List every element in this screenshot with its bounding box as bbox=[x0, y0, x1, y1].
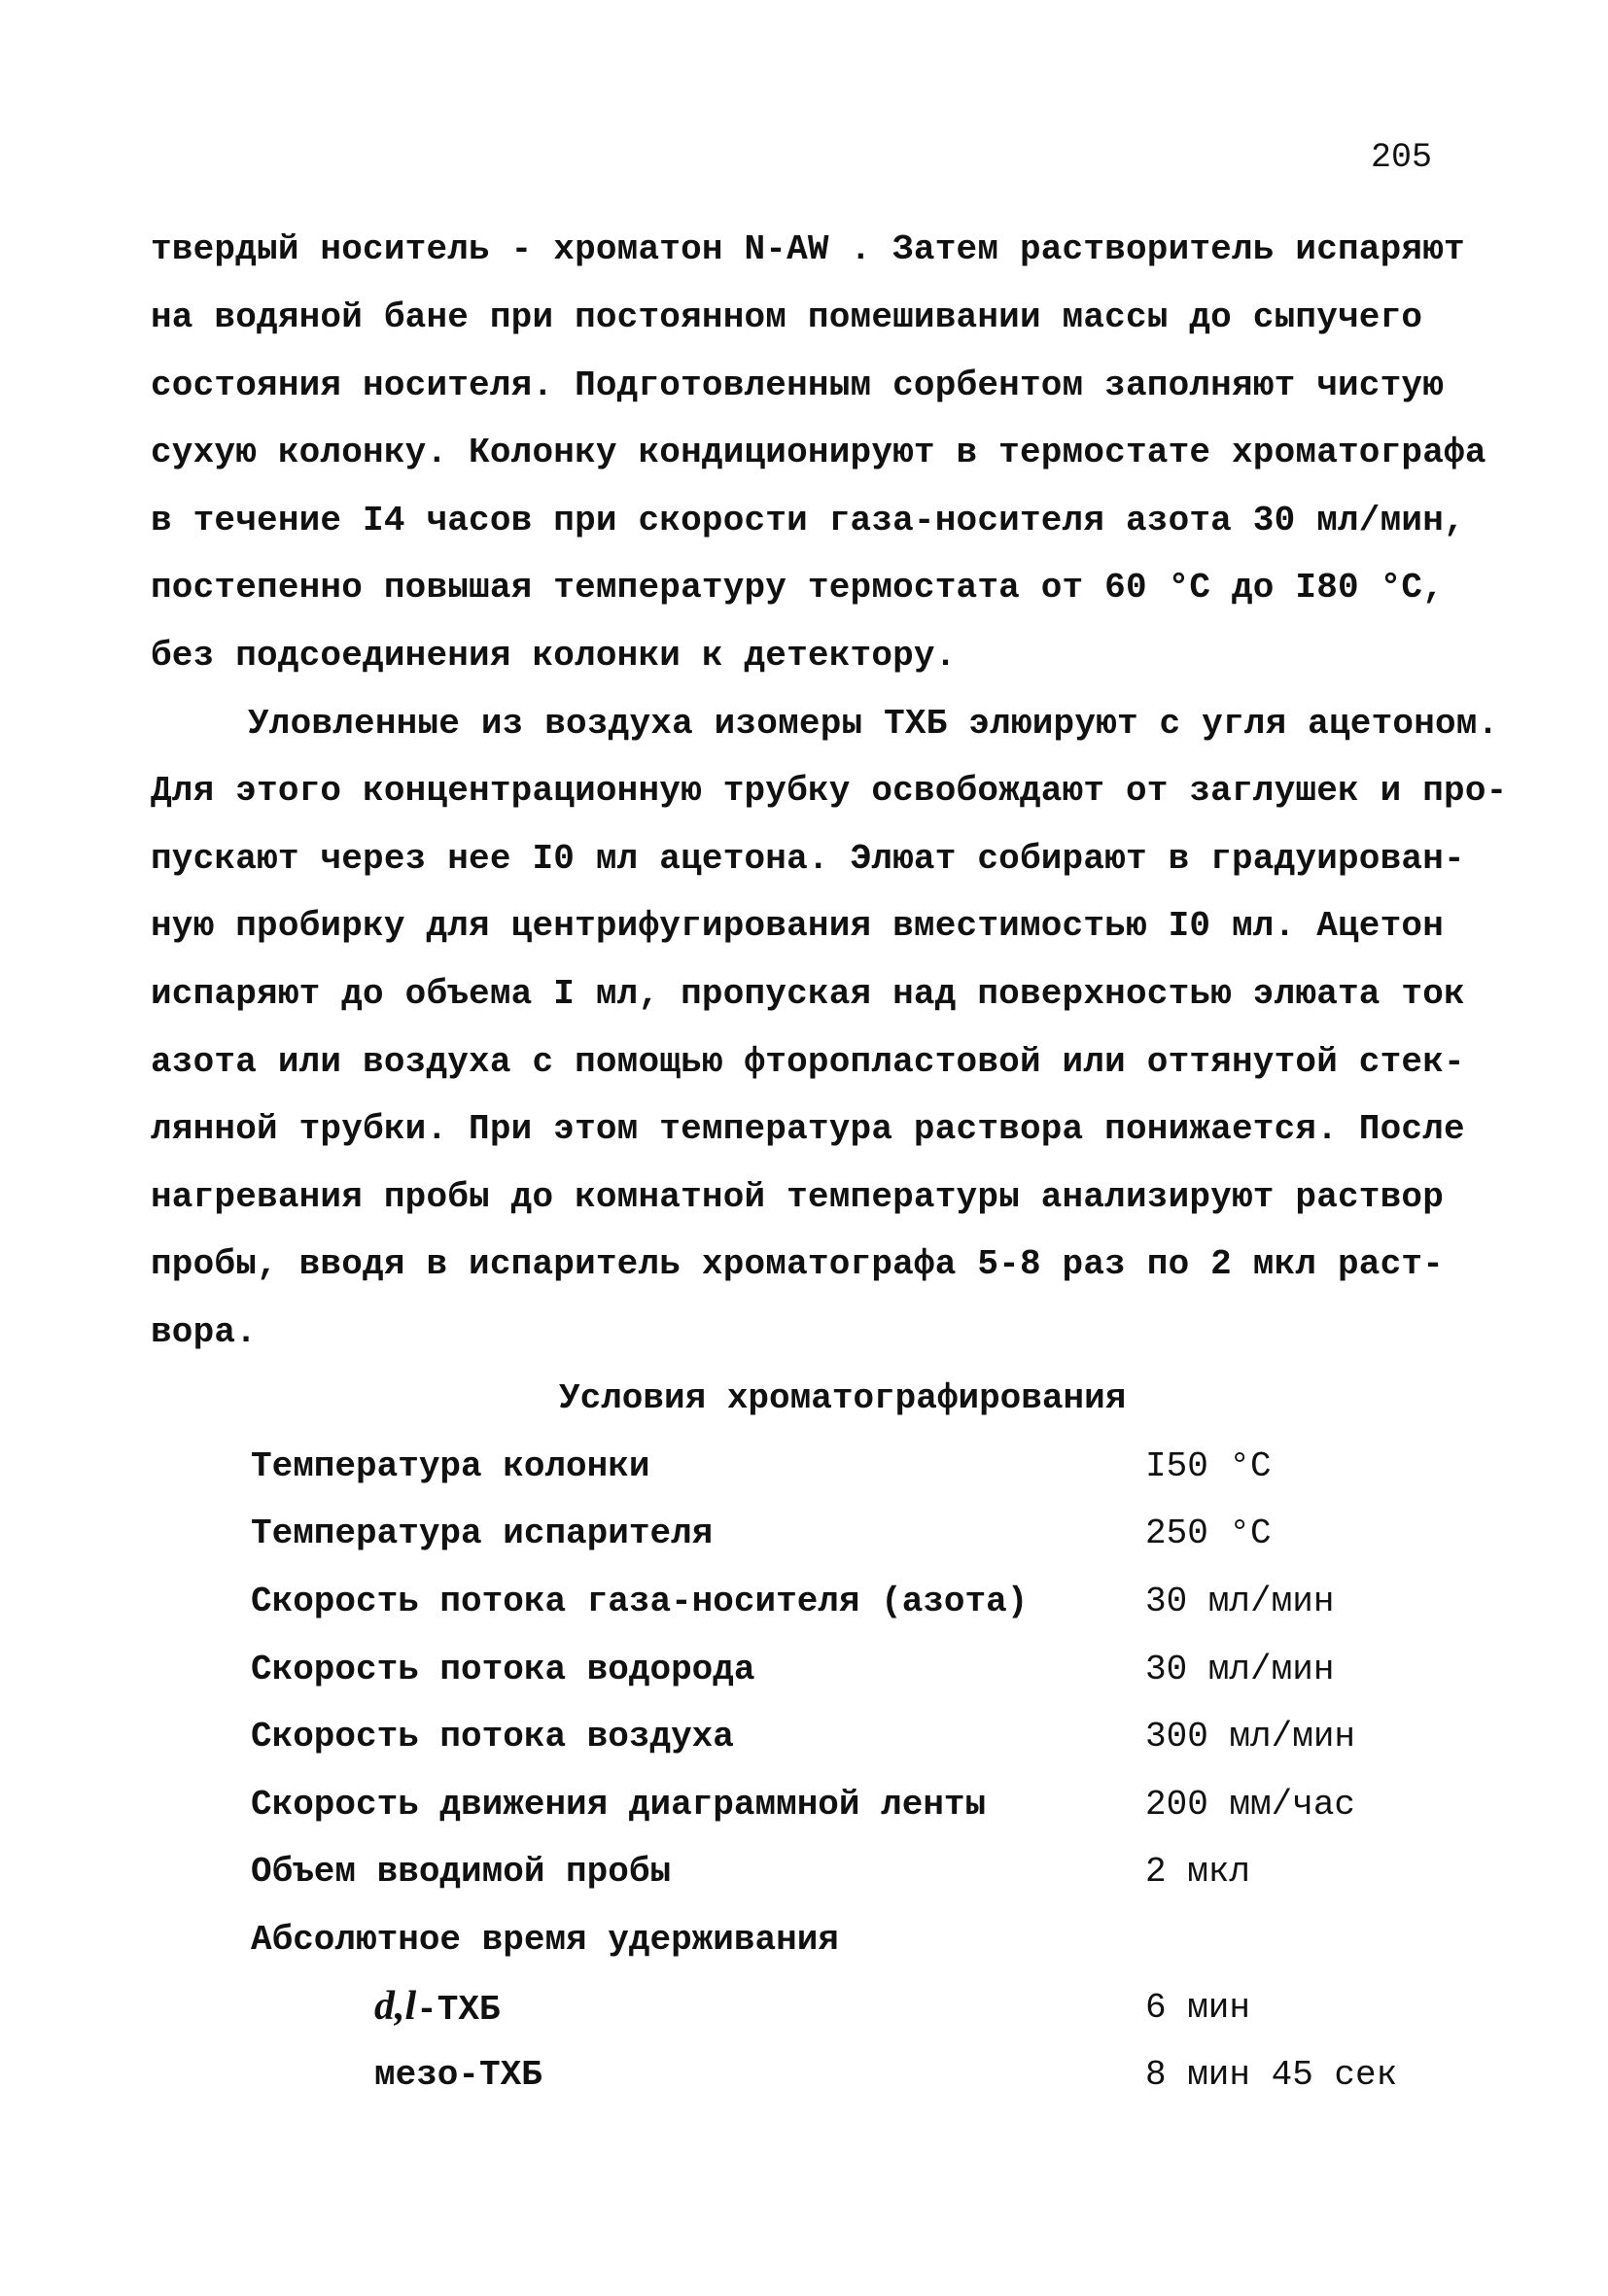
paragraph-1-line-2: на водяной бане при постоянном помешивании массы до сыпучего bbox=[151, 297, 1423, 337]
paragraph-2-line-10: вора. bbox=[151, 1312, 258, 1352]
condition-label: Абсолютное время удерживания bbox=[251, 1920, 839, 1960]
paragraph-2-line-1: Уловленные из воздуха изомеры ТХБ элюируют с угля ацетоном. bbox=[248, 704, 1499, 744]
retention-value: 8 мин 45 сек bbox=[1145, 2055, 1398, 2095]
paragraph-2-line-3: пускают через нее I0 мл ацетона. Элюат собирают в градуирован- bbox=[151, 839, 1465, 879]
paragraph-1-line-4: сухую колонку. Колонку кондиционируют в термостате хроматографа bbox=[151, 433, 1486, 472]
condition-label: Скорость потока водорода bbox=[251, 1650, 755, 1689]
condition-label: Температура колонки bbox=[251, 1446, 650, 1486]
condition-label: Скорость движения диаграммной ленты bbox=[251, 1785, 987, 1825]
retention-label bbox=[374, 1983, 501, 2030]
condition-value: 30 мл/мин bbox=[1145, 1582, 1335, 1621]
paragraph-1-line-1: твердый носитель - хроматон N-AW . Затем растворитель испаряют bbox=[151, 229, 1465, 269]
condition-label: Объем вводимой пробы bbox=[251, 1852, 672, 1892]
isomer-prefix: d,l bbox=[374, 1984, 417, 2029]
paragraph-2-line-4: ную пробирку для центрифугирования вместимостью I0 мл. Ацетон bbox=[151, 906, 1445, 946]
paragraph-2-line-9: пробы, вводя в испаритель хроматографа 5-8 раз по 2 мкл раст- bbox=[151, 1244, 1445, 1284]
condition-label: Скорость потока воздуха bbox=[251, 1717, 734, 1757]
paragraph-2-line-2: Для этого концентрационную трубку освобождают от заглушек и про- bbox=[151, 771, 1508, 811]
retention-value: 6 мин bbox=[1145, 1988, 1251, 2028]
condition-value: 200 мм/час bbox=[1145, 1785, 1356, 1825]
page-number: 205 bbox=[1371, 138, 1433, 177]
paragraph-1-line-6: постепенно повышая температуру термостата от 60 °C до I80 °C, bbox=[151, 568, 1445, 608]
paragraph-2-line-8: нагревания пробы до комнатной температуры анализируют раствор bbox=[151, 1177, 1445, 1217]
paragraph-2-line-5: испаряют до объема I мл, пропуская над поверхностью элюата ток bbox=[151, 974, 1465, 1014]
condition-value: 30 мл/мин bbox=[1145, 1650, 1335, 1689]
isomer-name: -ТХБ bbox=[416, 1990, 501, 2030]
condition-value: I50 °C bbox=[1145, 1446, 1272, 1486]
condition-label: Температура испарителя bbox=[251, 1513, 714, 1553]
paragraph-1-line-7: без подсоединения колонки к детектору. bbox=[151, 636, 957, 676]
condition-value: 300 мл/мин bbox=[1145, 1717, 1356, 1757]
paragraph-1-line-5: в течение I4 часов при скорости газа-носителя азота 30 мл/мин, bbox=[151, 501, 1465, 540]
condition-value: 2 мкл bbox=[1145, 1852, 1251, 1892]
condition-value: 250 °C bbox=[1145, 1513, 1272, 1553]
conditions-title: Условия хроматографирования bbox=[559, 1378, 1127, 1418]
paragraph-1-line-3: состояния носителя. Подготовленным сорбентом заполняют чистую bbox=[151, 365, 1445, 405]
paragraph-2-line-7: лянной трубки. При этом температура раствора понижается. После bbox=[151, 1109, 1465, 1149]
paragraph-2-line-6: азота или воздуха с помощью фторопластовой или оттянутой стек- bbox=[151, 1042, 1465, 1082]
retention-label: мезо-ТХБ bbox=[374, 2055, 542, 2095]
condition-label: Скорость потока газа-носителя (азота) bbox=[251, 1582, 1029, 1621]
